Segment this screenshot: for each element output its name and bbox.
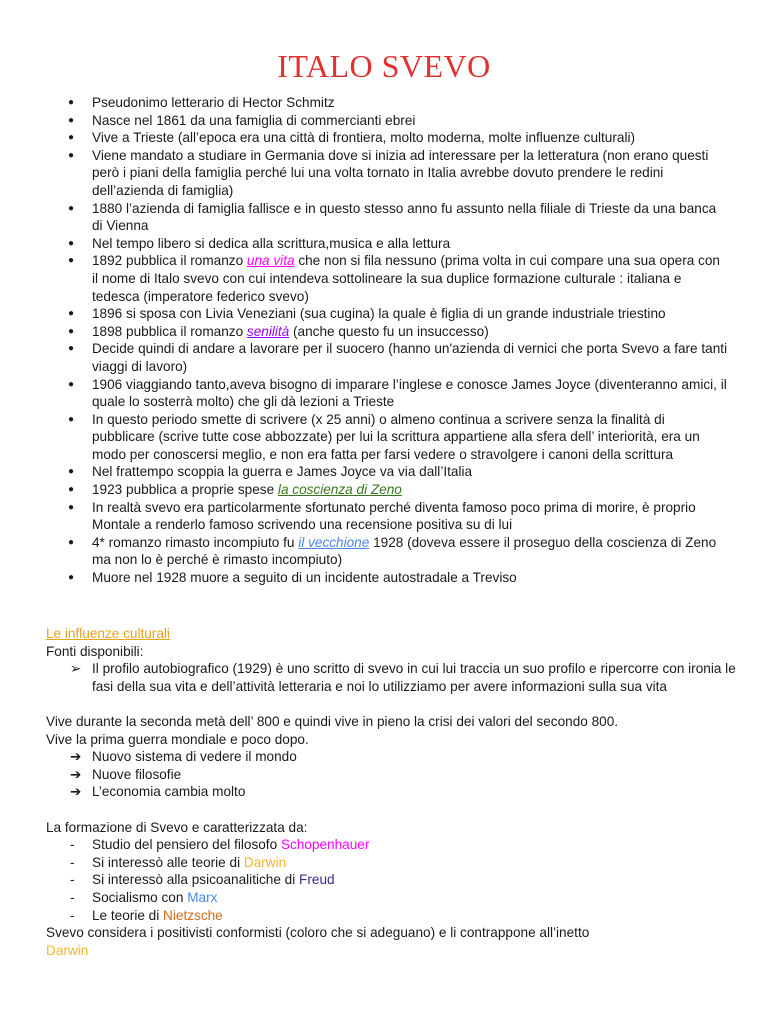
list-item: ➔ Nuovo sistema di vedere il mondo (70, 749, 297, 765)
arrow-bullet-icon: ➔ (70, 784, 82, 800)
list-item: ● 1906 viaggiando tanto,aveva bisogno di imparare l’inglese e conosce James Joyce (diventeranno amici, il quale lo sosterrà molto) che gli dà lezioni a Trieste (68, 376, 728, 411)
arrow-bullet-icon: ➔ (70, 766, 82, 782)
list-item: ● 1880 l’azienda di famiglia fallisce e in questo stesso anno fu assunto nella filiale di Trieste da una banca di Vienna (68, 200, 728, 235)
biography-list (68, 94, 728, 587)
dash-bullet: - (70, 907, 75, 923)
influenze-section (46, 625, 736, 959)
list-item: ● 1896 si sposa con Livia Veneziani (sua cugina) la quale è figlia di un grande industriale triestino (68, 305, 728, 323)
list-item: ● 1923 pubblica a proprie spese la coscienza di Zeno (68, 481, 728, 499)
list-item: ● Viene mandato a studiare in Germania dove si inizia ad interessare per la letteratura (non erano questi però i piani della famiglia perché lui una volta tornato in Italia avrebbe dovuto prendere le redini dell’azienda di famiglia) (68, 147, 728, 200)
arrow-bullet-icon: ➔ (70, 749, 82, 765)
influenze-culturali-link[interactable]: Le influenze culturali (46, 626, 170, 641)
fonti-label: Fonti disponibili: (46, 643, 144, 659)
list-item: ➢ Il profilo autobiografico (1929) è uno scritto di svevo in cui lui traccia un suo profilo e ripercorre con ironia le fasi della sua vita e dell’attività letteraria e noi lo utilizziamo per avere informazioni sulla sua vita (70, 661, 736, 694)
una-vita-link[interactable]: una vita (246, 253, 295, 269)
dash-bullet: - (70, 872, 75, 888)
list-item: ● Muore nel 1928 muore a seguito di un incidente autostradale a Treviso (68, 569, 728, 587)
formazione-label: La formazione di Svevo e caratterizzata da: (46, 819, 308, 835)
list-item: ● Decide quindi di andare a lavorare per il suocero (hanno un'azienda di vernici che porta Svevo a fare tanti viaggi di lavoro) (68, 340, 728, 375)
marx-name: Marx (187, 889, 218, 905)
period-line-2: Vive la prima guerra mondiale e poco dopo. (46, 731, 309, 747)
list-item: ● 1892 pubblica il romanzo una vita che non si fila nessuno (prima volta in cui compare una sua opera con il nome di Italo svevo con cui intendeva sottolineare la sua duplice formazione culturale : italiana e tedesca (imperatore federico svevo) (68, 252, 728, 305)
list-item: ● Vive a Trieste (all’epoca era una città di frontiera, molto moderna, molte influenze culturali) (68, 129, 728, 147)
coscienza-di-zeno-link[interactable]: la coscienza di Zeno (277, 482, 402, 498)
freud-name: Freud (299, 872, 335, 888)
list-item: ● 4* romanzo rimasto incompiuto fu il vecchione 1928 (doveva essere il proseguo della coscienza di Zeno ma non lo è perché è rimasto incompiuto) (68, 534, 728, 569)
list-item: ➔ L’economia cambia molto (70, 784, 246, 800)
nietzsche-name: Nietzsche (163, 907, 223, 923)
list-item: ● Nasce nel 1861 da una famiglia di commercianti ebrei (68, 112, 728, 130)
schopenhauer-name: Schopenhauer (280, 837, 370, 853)
il-vecchione-link[interactable]: il vecchione (298, 534, 370, 550)
list-item: ● Pseudonimo letterario di Hector Schmitz (68, 94, 728, 112)
closing-line: Svevo considera i positivisti conformisti (coloro che si adeguano) e li contrappone all’inetto (46, 925, 590, 941)
list-item: - Studio del pensiero del filosofo Schopenhauer (70, 837, 370, 853)
formazione-list (46, 836, 736, 924)
list-item: - Si interessò alle teorie di Darwin (70, 854, 287, 870)
fonti-list (46, 660, 736, 695)
darwin-name: Darwin (243, 854, 287, 870)
page-title: ITALO SVEVO (277, 48, 491, 84)
list-item: - Socialismo con Marx (70, 889, 218, 905)
changes-list (46, 748, 736, 801)
period-line-1: Vive durante la seconda metà dell’ 800 e quindi vive in pieno la crisi dei valori del secondo 800. (46, 713, 619, 729)
dash-bullet: - (70, 854, 75, 870)
list-item: ● Nel tempo libero si dedica alla scrittura,musica e alla lettura (68, 235, 728, 253)
list-item: - Si interessò alla psicoanalitiche di Freud (70, 872, 335, 888)
list-item: ● In realtà svevo era particolarmente sfortunato perché diventa famoso poco prima di morire, è proprio Montale a renderlo famoso scrivendo una recensione positiva su di lui (68, 499, 728, 534)
senilita-link[interactable]: senilità (246, 323, 290, 339)
dash-bullet: - (70, 889, 75, 905)
list-item: ● In questo periodo smette di scrivere (x 25 anni) o almeno continua a scrivere senza la finalità di pubblicare (scrive tutte cose abbozzate) per lui la scrittura appartiene alla sfera dell’ interiorità, era un modo per conoscersi meglio, e non era fatta per farsi vedere o stravolgere i canoni della scrittura (68, 411, 728, 464)
closing-darwin: Darwin (46, 942, 89, 958)
list-item: ● 1898 pubblica il romanzo senilità (anche questo fu un insuccesso) (68, 323, 728, 341)
list-item: ➔ Nuove filosofie (70, 766, 182, 782)
arrowhead-bullet-icon: ➢ (70, 661, 82, 677)
list-item: ● Nel frattempo scoppia la guerra e James Joyce va via dall’Italia (68, 463, 728, 481)
list-item: - Le teorie di Nietzsche (70, 907, 223, 923)
dash-bullet: - (70, 837, 75, 853)
